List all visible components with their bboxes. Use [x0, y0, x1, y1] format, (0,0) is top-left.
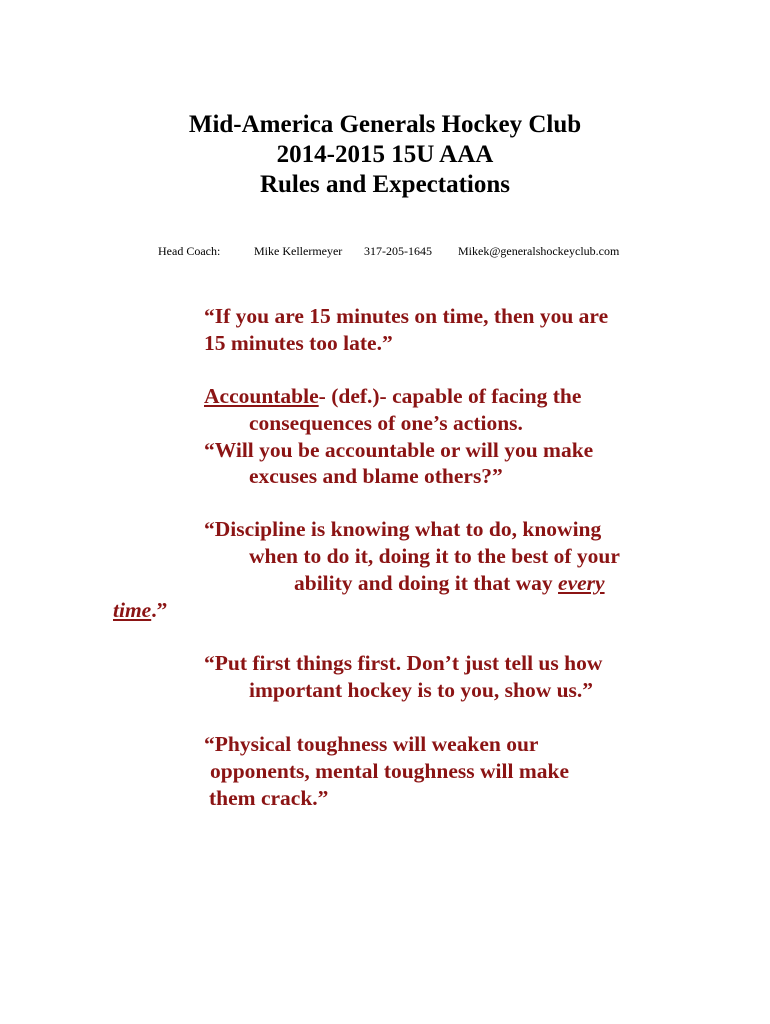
- quote-on-time-line1: “If you are 15 minutes on time, then you are: [204, 304, 609, 328]
- toughness-quote-line3: them crack.”: [209, 786, 329, 810]
- put-first-quote-line1: “Put first things first. Don’t just tell us how: [204, 651, 603, 675]
- document-title: Mid-America Generals Hockey Club: [188, 111, 582, 138]
- discipline-quote-line4: [113, 597, 167, 624]
- rules-subtitle: Rules and Expectations: [259, 171, 511, 198]
- season-subtitle: 2014-2015 15U AAA: [276, 141, 494, 168]
- discipline-line4-end: .”: [151, 598, 168, 622]
- put-first-quote-line2: important hockey is to you, show us.”: [249, 678, 594, 702]
- coach-name: Mike Kellermeyer: [254, 244, 343, 258]
- accountable-quote-line2: excuses and blame others?”: [249, 464, 503, 488]
- quote-on-time-line2: 15 minutes too late.”: [204, 331, 393, 355]
- discipline-quote-line3: [294, 570, 605, 597]
- accountable-definition-start: - (def.)- capable of facing the: [318, 384, 582, 408]
- emphasis-time: time: [113, 598, 152, 622]
- toughness-quote-line2: opponents, mental toughness will make: [210, 759, 569, 783]
- discipline-line3-text: ability and doing it that way: [294, 571, 559, 595]
- coach-phone: 317-205-1645: [364, 244, 432, 258]
- accountable-term: Accountable: [204, 384, 319, 408]
- coach-email: Mikek@generalshockeyclub.com: [458, 244, 620, 258]
- discipline-quote-line1: “Discipline is knowing what to do, knowing: [204, 517, 602, 541]
- accountable-definition-line2: consequences of one’s actions.: [249, 411, 523, 435]
- accountable-definition-line1: [204, 383, 581, 410]
- toughness-quote-line1: “Physical toughness will weaken our: [204, 732, 539, 756]
- head-coach-label: Head Coach:: [158, 244, 221, 258]
- accountable-quote-line1: “Will you be accountable or will you make: [204, 438, 594, 462]
- emphasis-every: every: [558, 571, 605, 595]
- discipline-quote-line2: when to do it, doing it to the best of your: [249, 544, 620, 568]
